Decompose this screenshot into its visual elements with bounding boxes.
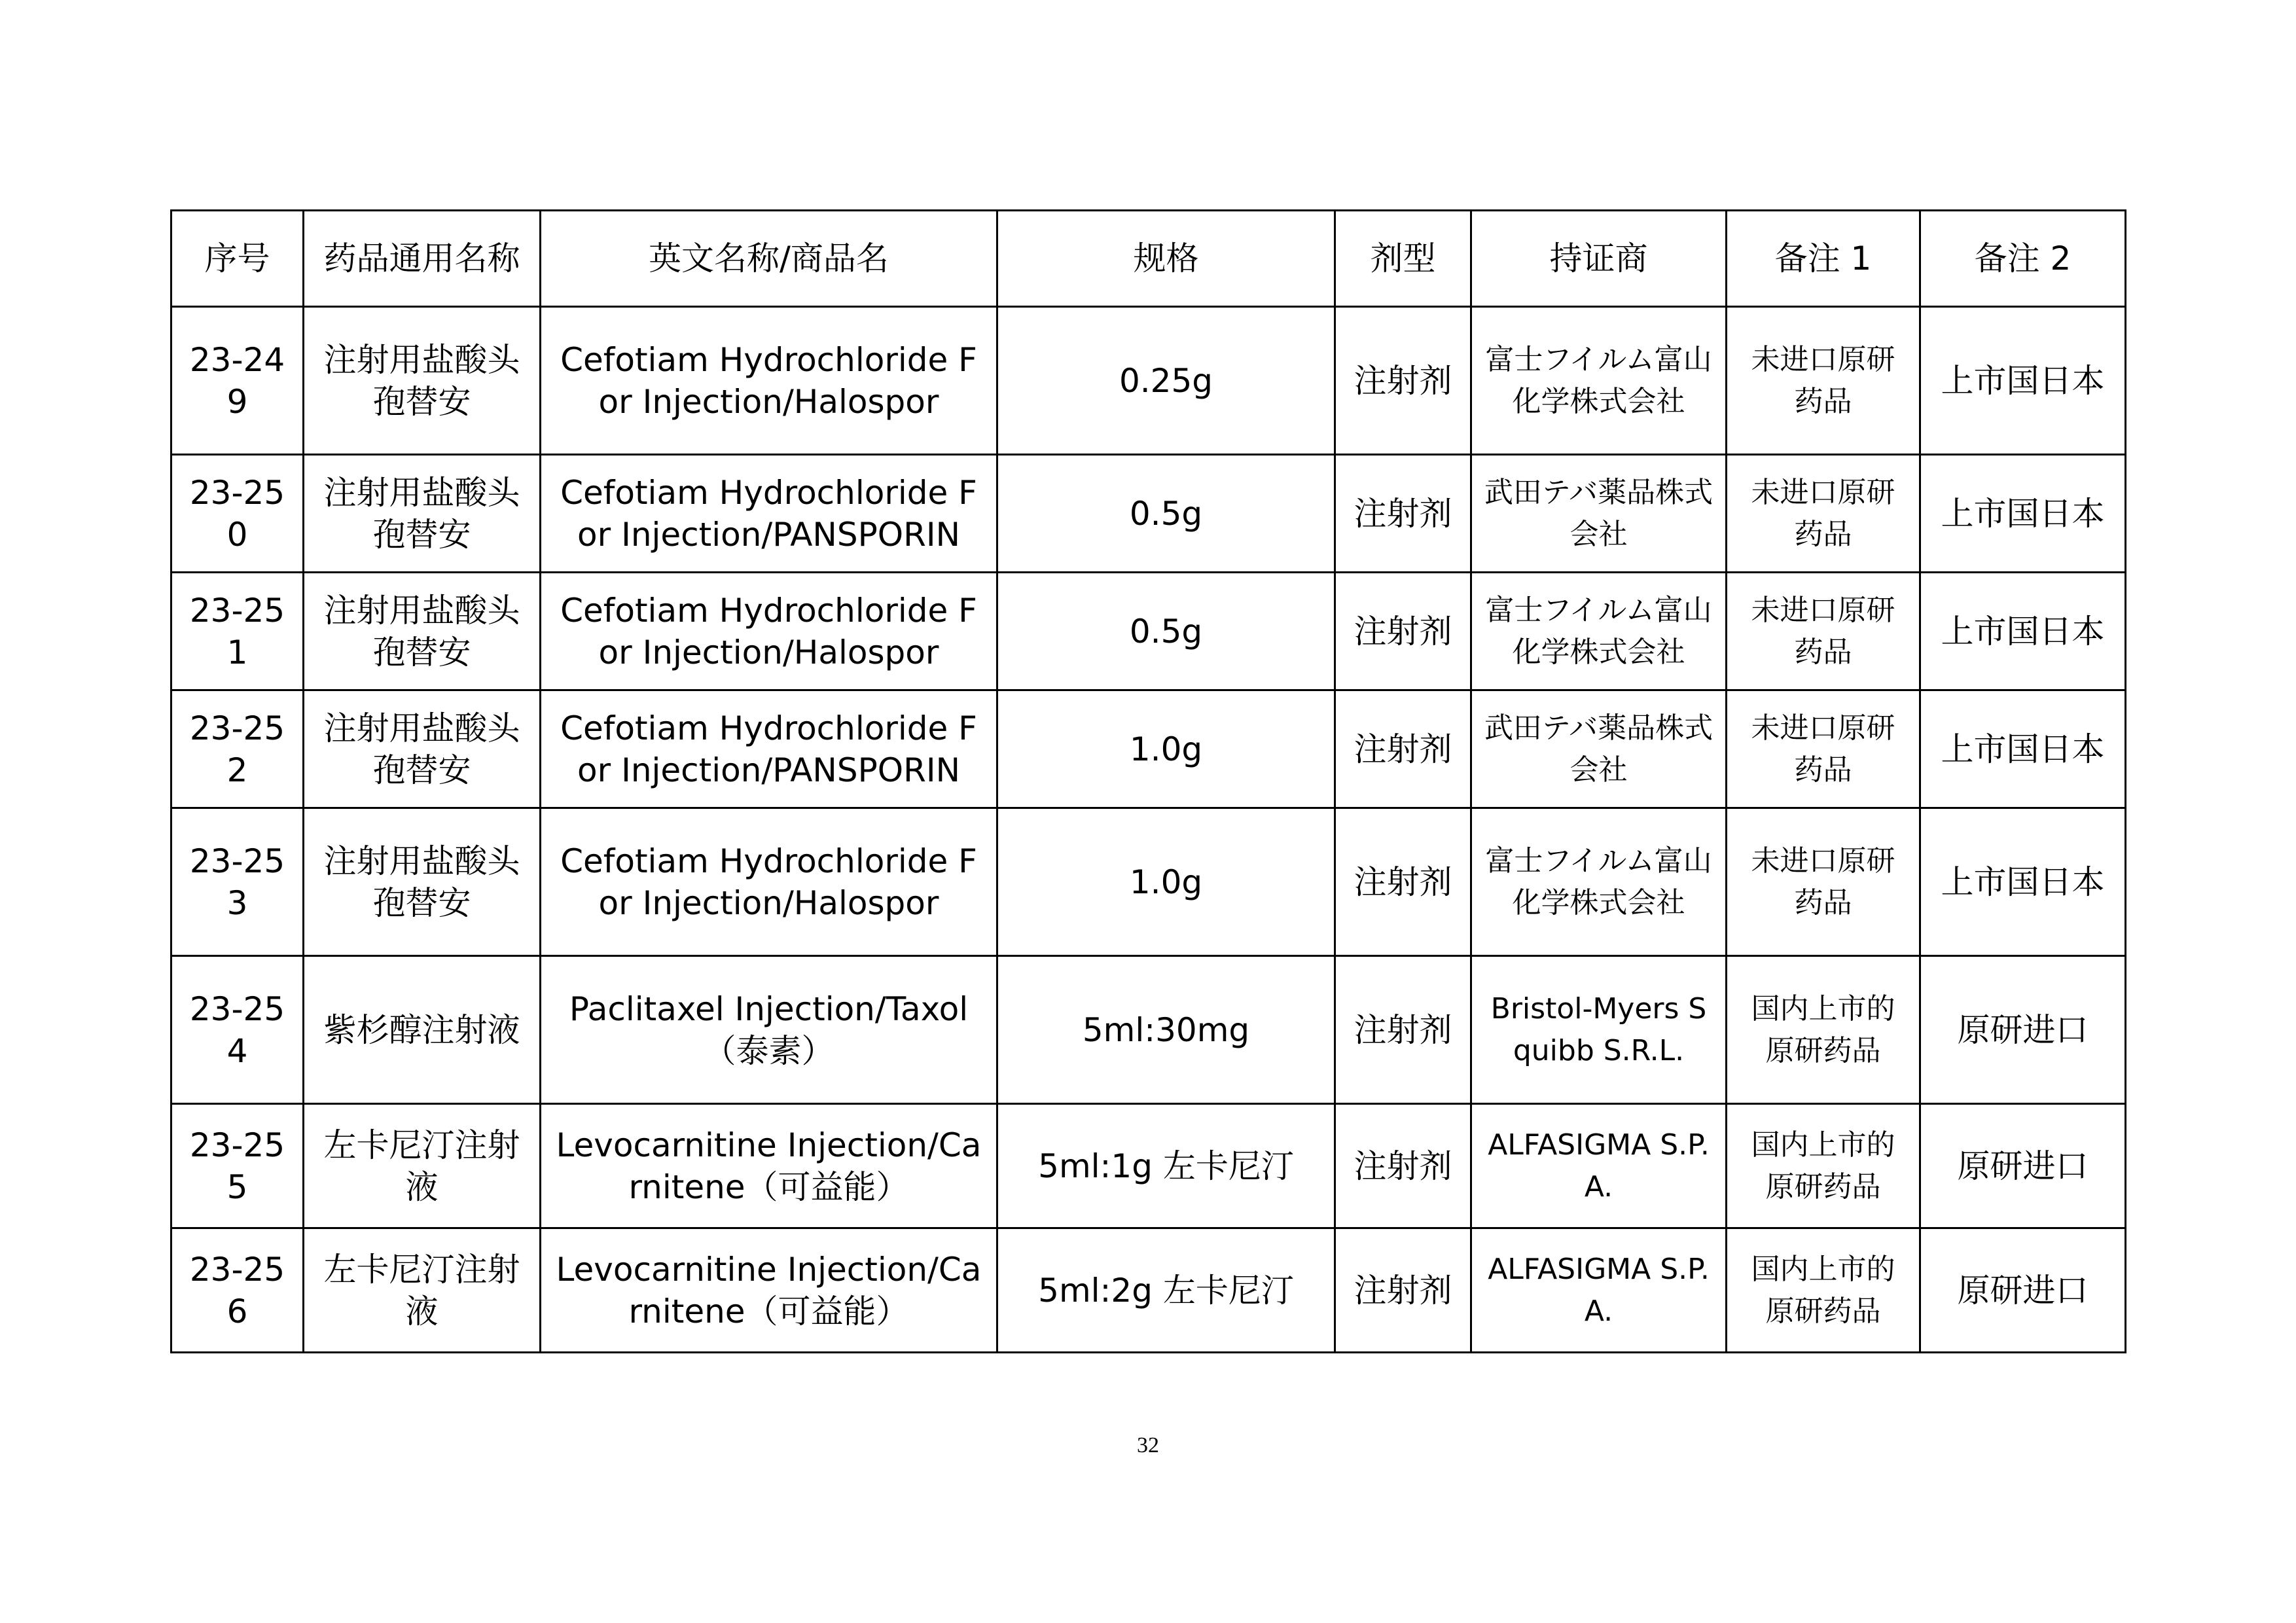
cell-note2: 原研进口 — [1920, 1104, 2126, 1228]
cell-name: 注射用盐酸头孢替安 — [304, 307, 541, 455]
header-cell-name: 药品通用名称 — [304, 211, 541, 307]
page-number: 32 — [1137, 1433, 1159, 1457]
cell-spec: 1.0g — [997, 808, 1335, 956]
cell-holder: 富士フイルム富山化学株式会社 — [1471, 573, 1727, 690]
header-cell-note1: 备注 1 — [1727, 211, 1920, 307]
cell-spec: 5ml:1g 左卡尼汀 — [997, 1104, 1335, 1228]
cell-no: 23-255 — [171, 1104, 304, 1228]
cell-spec: 0.5g — [997, 455, 1335, 573]
cell-note2: 上市国日本 — [1920, 307, 2126, 455]
header-cell-spec: 规格 — [997, 211, 1335, 307]
cell-english: Cefotiam Hydrochloride For Injection/PANSPORIN — [541, 690, 997, 808]
cell-note2: 上市国日本 — [1920, 573, 2126, 690]
header-cell-english: 英文名称/商品名 — [541, 211, 997, 307]
cell-no: 23-250 — [171, 455, 304, 573]
cell-note1: 未进口原研药品 — [1727, 455, 1920, 573]
cell-form: 注射剂 — [1335, 455, 1471, 573]
header-cell-no: 序号 — [171, 211, 304, 307]
table-row — [171, 1228, 2126, 1353]
cell-form: 注射剂 — [1335, 573, 1471, 690]
cell-name: 注射用盐酸头孢替安 — [304, 690, 541, 808]
cell-note1: 国内上市的原研药品 — [1727, 1228, 1920, 1353]
cell-note2: 上市国日本 — [1920, 808, 2126, 956]
table-row — [171, 1104, 2126, 1228]
cell-note1: 未进口原研药品 — [1727, 808, 1920, 956]
cell-note2: 原研进口 — [1920, 1228, 2126, 1353]
cell-name: 注射用盐酸头孢替安 — [304, 573, 541, 690]
cell-note1: 国内上市的原研药品 — [1727, 956, 1920, 1104]
cell-no: 23-251 — [171, 573, 304, 690]
cell-no: 23-254 — [171, 956, 304, 1104]
cell-english: Cefotiam Hydrochloride For Injection/PANSPORIN — [541, 455, 997, 573]
cell-holder: ALFASIGMA S.P.A. — [1471, 1104, 1727, 1228]
cell-note1: 国内上市的原研药品 — [1727, 1104, 1920, 1228]
cell-form: 注射剂 — [1335, 1228, 1471, 1353]
cell-english: Cefotiam Hydrochloride For Injection/Halospor — [541, 307, 997, 455]
cell-english: Cefotiam Hydrochloride For Injection/Halospor — [541, 573, 997, 690]
cell-note2: 上市国日本 — [1920, 455, 2126, 573]
cell-form: 注射剂 — [1335, 1104, 1471, 1228]
cell-spec: 0.25g — [997, 307, 1335, 455]
table-row — [171, 455, 2126, 573]
drug-list-table — [170, 209, 2126, 1353]
cell-spec: 5ml:30mg — [997, 956, 1335, 1104]
header-cell-holder: 持证商 — [1471, 211, 1727, 307]
cell-no: 23-256 — [171, 1228, 304, 1353]
cell-name: 注射用盐酸头孢替安 — [304, 808, 541, 956]
cell-form: 注射剂 — [1335, 956, 1471, 1104]
cell-holder: Bristol-Myers Squibb S.R.L. — [1471, 956, 1727, 1104]
cell-english: Paclitaxel Injection/Taxol（泰素） — [541, 956, 997, 1104]
cell-no: 23-253 — [171, 808, 304, 956]
cell-note1: 未进口原研药品 — [1727, 690, 1920, 808]
header-cell-form: 剂型 — [1335, 211, 1471, 307]
cell-spec: 5ml:2g 左卡尼汀 — [997, 1228, 1335, 1353]
cell-english: Levocarnitine Injection/Carnitene（可益能） — [541, 1228, 997, 1353]
cell-note1: 未进口原研药品 — [1727, 573, 1920, 690]
cell-holder: 武田テバ薬品株式会社 — [1471, 455, 1727, 573]
cell-spec: 1.0g — [997, 690, 1335, 808]
cell-no: 23-252 — [171, 690, 304, 808]
table-row — [171, 956, 2126, 1104]
cell-no: 23-249 — [171, 307, 304, 455]
cell-name: 左卡尼汀注射液 — [304, 1104, 541, 1228]
cell-note2: 原研进口 — [1920, 956, 2126, 1104]
cell-form: 注射剂 — [1335, 690, 1471, 808]
cell-form: 注射剂 — [1335, 307, 1471, 455]
drug-list-table-container — [170, 209, 2125, 1353]
cell-name: 左卡尼汀注射液 — [304, 1228, 541, 1353]
cell-name: 紫杉醇注射液 — [304, 956, 541, 1104]
table-row — [171, 690, 2126, 808]
table-row — [171, 307, 2126, 455]
table-header-row — [171, 211, 2126, 307]
cell-holder: 武田テバ薬品株式会社 — [1471, 690, 1727, 808]
cell-holder: 富士フイルム富山化学株式会社 — [1471, 808, 1727, 956]
cell-holder: 富士フイルム富山化学株式会社 — [1471, 307, 1727, 455]
cell-name: 注射用盐酸头孢替安 — [304, 455, 541, 573]
cell-note1: 未进口原研药品 — [1727, 307, 1920, 455]
header-cell-note2: 备注 2 — [1920, 211, 2126, 307]
table-row — [171, 808, 2126, 956]
cell-spec: 0.5g — [997, 573, 1335, 690]
cell-english: Levocarnitine Injection/Carnitene（可益能） — [541, 1104, 997, 1228]
cell-note2: 上市国日本 — [1920, 690, 2126, 808]
cell-form: 注射剂 — [1335, 808, 1471, 956]
table-row — [171, 573, 2126, 690]
cell-english: Cefotiam Hydrochloride For Injection/Halospor — [541, 808, 997, 956]
cell-holder: ALFASIGMA S.P.A. — [1471, 1228, 1727, 1353]
